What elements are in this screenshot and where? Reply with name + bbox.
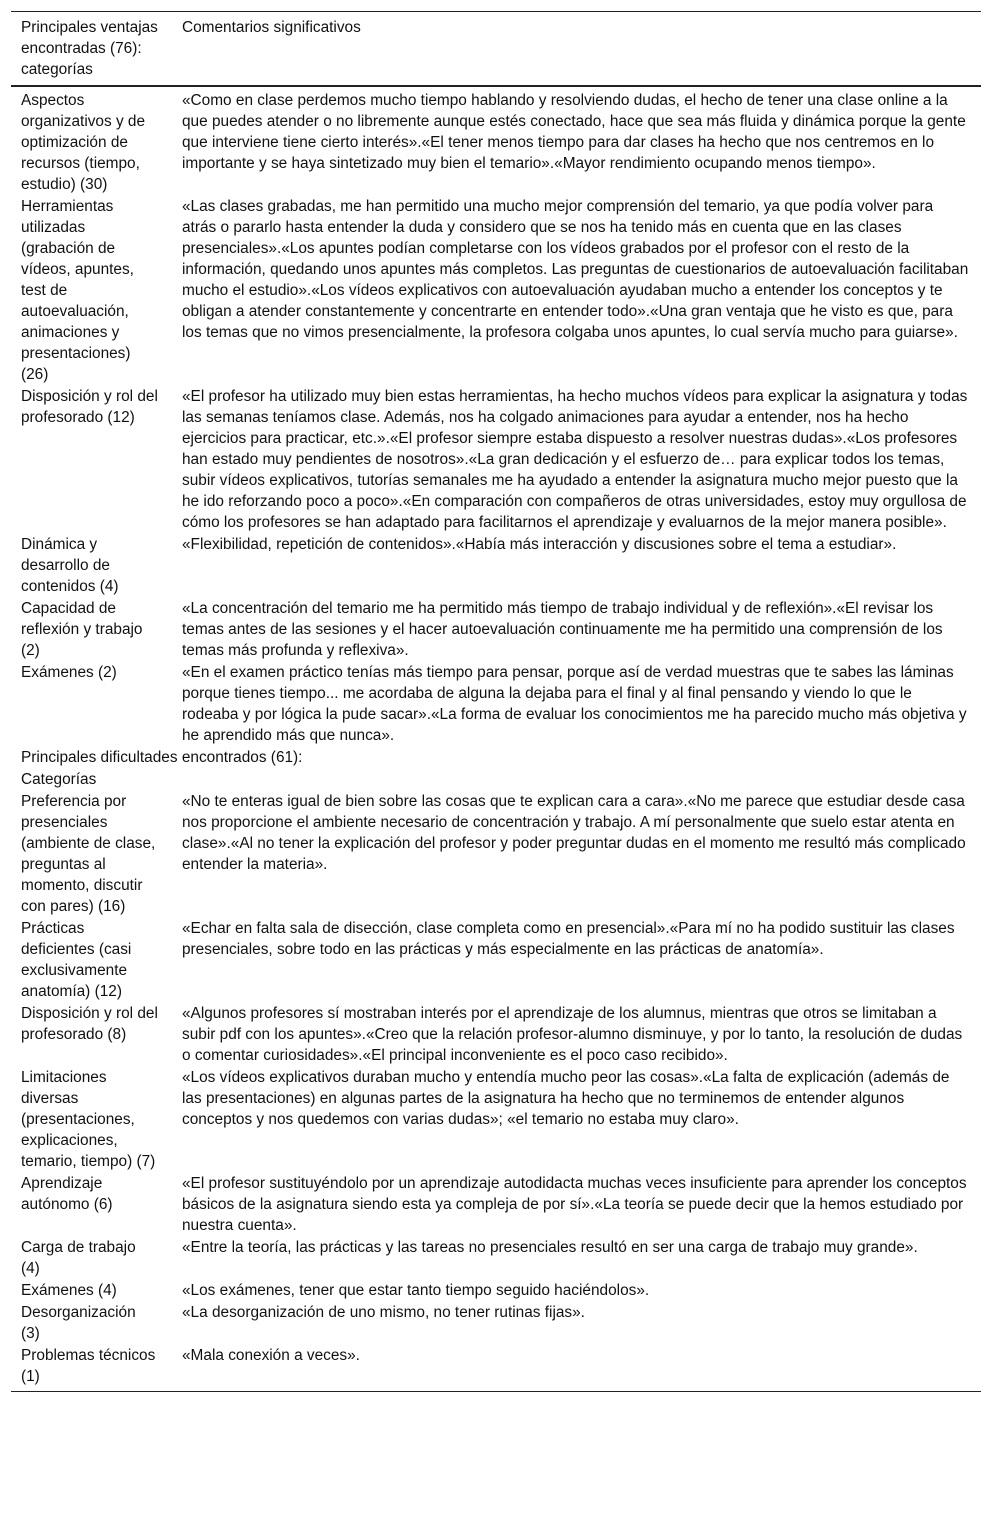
table-row (11, 195, 981, 385)
category-cell: Capacidad de reflexión y trabajo (2) (21, 600, 143, 659)
table-row (11, 1279, 981, 1301)
comment-cell: «Algunos profesores sí mostraban interés por el aprendizaje de los alumnus, mientras que otros se limitaban a subir pdf con los apuntes».«Creo que la relación profesor-alumno disminuye, y por lo tanto, la resolución de dudas o comentar curiosidades».«El principal inconveniente es el poco caso recibido». (182, 1005, 963, 1064)
header-comments: Comentarios significativos (182, 19, 361, 36)
category-cell: Carga de trabajo (4) (21, 1239, 136, 1277)
table-row (11, 1301, 981, 1344)
table-body (11, 86, 981, 1392)
table-row (11, 533, 981, 597)
category-cell: Preferencia por presenciales (ambiente de clase, preguntas al momento, discutir con pares) (16) (21, 793, 156, 915)
comment-cell: «No te enteras igual de bien sobre las cosas que te explican cara a cara».«No me parece que estudiar desde casa nos proporcione el ambiente necesario de concentración y trabajo. A mí personalmente que suelo estar atenta en clase».«Al no tener la explicación del profesor y poder preguntar dudas en el momento me resultó más complicado entender la materia». (182, 793, 966, 873)
results-table (11, 11, 981, 1392)
comment-cell: «El profesor ha utilizado muy bien estas herramientas, ha hecho muchos vídeos para explicar la asignatura y todas las semanas teníamos clase. Además, nos ha colgado animaciones para ayudar a entender, nos ha hecho ejercicios para practicar, etc.».«El profesor siempre estaba dispuesto a resolver nuestras dudas».«Los profesores han estado muy pendientes de nosotros».«La gran dedicación y el esfuerzo de… para explicar todos los temas, subir vídeos explicativos, tutorías semanales me ha ayudado a entender la asignatura mucho mejor puesto que la he ido reforzando poco a poco».«En comparación con compañeros de otras universidades, estoy muy orgullosa de cómo los profesores se han adaptado para facilitarnos el aprendizaje y evaluarnos de la mejor manera posible». (182, 388, 968, 531)
category-cell: Problemas técnicos (1) (21, 1347, 156, 1385)
table-row (11, 1236, 981, 1279)
table-row (11, 661, 981, 746)
category-cell: Limitaciones diversas (presentaciones, explicaciones, temario, tiempo) (7) (21, 1069, 156, 1170)
comment-cell: «Los vídeos explicativos duraban mucho y entendía mucho peor las cosas».«La falta de explicación (además de las presentaciones) en algunas partes de la asignatura ha hecho que no terminemos de entender algunos conceptos y nos quedemos con varias dudas»; «el temario no estaba muy claro». (182, 1069, 950, 1128)
results-table-container (11, 11, 981, 1392)
category-cell: Disposición y rol del profesorado (12) (21, 388, 158, 426)
table-row (11, 1172, 981, 1236)
category-cell: Aspectos organizativos y de optimización de recursos (tiempo, estudio) (30) (21, 92, 146, 193)
table-row (11, 1002, 981, 1066)
table-row (11, 917, 981, 1002)
category-cell: Dinámica y desarrollo de contenidos (4) (21, 536, 119, 595)
table-row (11, 86, 981, 195)
comment-cell: «Como en clase perdemos mucho tiempo hablando y resolviendo dudas, el hecho de tener una clase online a la que puedes atender o no libremente aunque estés conectado, hace que sea más fluida y dinámica porque la gente que interviene tiene cierto interés».«El tener menos tiempo para dar clases ha hecho que nos centremos en lo importante y se haya sintetizado muy bien el temario».«Mayor rendimiento ocupando menos tiempo». (182, 92, 966, 172)
comment-cell: «La desorganización de uno mismo, no tener rutinas fijas». (182, 1304, 585, 1321)
category-cell: Prácticas deficientes (casi exclusivamente anatomía) (12) (21, 920, 132, 1000)
table-row (11, 1344, 981, 1392)
table-row (11, 790, 981, 917)
section-subheading-row (11, 768, 981, 790)
comment-cell: «El profesor sustituyéndolo por un aprendizaje autodidacta muchas veces insuficiente para aprender los conceptos básicos de la asignatura siendo esta ya compleja de por sí».«La teoría se puede decir que la hemos estudiado por nuestra cuenta». (182, 1175, 967, 1234)
section-heading-row (11, 746, 981, 768)
comment-cell: «Las clases grabadas, me han permitido una mucho mejor comprensión del temario, ya que podía volver para atrás o pararlo hasta entender la duda y considero que se nos ha tenido más en cuenta que en las clases presenciales».«Los apuntes podían completarse con los vídeos grabados por el profesor con el resto de la información, quedando unos apuntes más completos. Las preguntas de cuestionarios de autoevaluación facilitaban mucho el estudio».«Los vídeos explicativos con autoevaluación ayudaban mucho a entender los conceptos y te obligan a atender constantemente y concentrarte en entender todo».«Una gran ventaja que he visto es que, para los temas que no vimos presencialmente, la profesora colgaba unos apuntes, lo cual servía mucho para guiarse». (182, 198, 969, 341)
comment-cell: «Los exámenes, tener que estar tanto tiempo seguido haciéndolos». (182, 1282, 650, 1299)
table-row (11, 385, 981, 533)
header-category: Principales ventajas encontradas (76): categorías (21, 19, 158, 78)
header-row (11, 12, 981, 87)
comment-cell: «La concentración del temario me ha permitido más tiempo de trabajo individual y de reflexión».«El revisar los temas antes de las sesiones y el hacer autoevaluación continuamente me ha permitido una comprensión de los temas más profunda y reflexiva». (182, 600, 943, 659)
dificultades-subtitle: Categorías (21, 771, 97, 788)
comment-cell: «Echar en falta sala de disección, clase completa como en presencial».«Para mí no ha podido sustituir las clases presenciales, sobre todo en las prácticas y más especialmente en las prácticas de anatomía». (182, 920, 955, 958)
category-cell: Herramientas utilizadas (grabación de vídeos, apuntes, test de autoevaluación, animaciones y presentaciones) (26) (21, 198, 134, 383)
table-row (11, 597, 981, 661)
category-cell: Exámenes (2) (21, 664, 117, 681)
comment-cell: «En el examen práctico tenías más tiempo para pensar, porque así de verdad muestras que te sabes las láminas porque tienes tiempo... me acordaba de alguna la dejaba para el final y al final pensando y viendo lo que le rodeaba y por lógica la pude sacar».«La forma de evaluar los conocimientos me ha parecido mucho más objetiva y he aprendido más que nunca». (182, 664, 967, 744)
table-header (11, 12, 981, 87)
table-row (11, 1066, 981, 1172)
comment-cell: «Mala conexión a veces». (182, 1347, 360, 1364)
category-cell: Desorganización (3) (21, 1304, 136, 1342)
comment-cell: «Flexibilidad, repetición de contenidos».«Había más interacción y discusiones sobre el tema a estudiar». (182, 536, 897, 553)
dificultades-title: Principales dificultades encontrados (61): (21, 749, 303, 766)
category-cell: Exámenes (4) (21, 1282, 117, 1299)
category-cell: Disposición y rol del profesorado (8) (21, 1005, 158, 1043)
category-cell: Aprendizaje autónomo (6) (21, 1175, 113, 1213)
comment-cell: «Entre la teoría, las prácticas y las tareas no presenciales resultó en ser una carga de trabajo muy grande». (182, 1239, 918, 1256)
